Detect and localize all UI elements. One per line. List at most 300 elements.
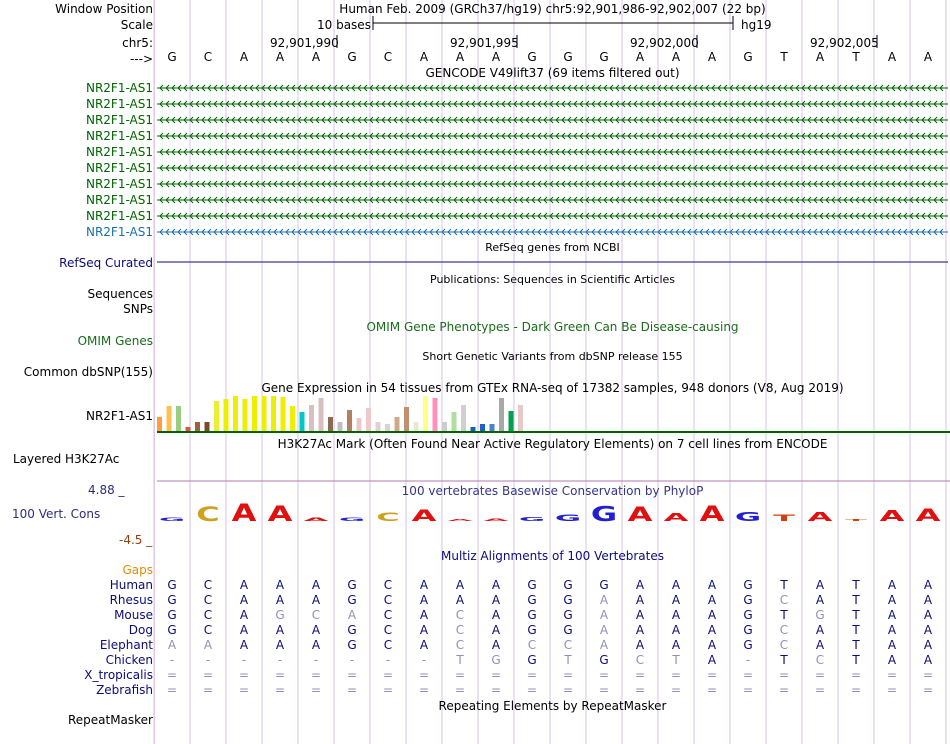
alignment-base: C: [383, 608, 393, 622]
alignment-base: G: [563, 593, 573, 607]
conservation-letter: T: [845, 518, 867, 522]
gtex-bar: [167, 406, 172, 431]
base: G: [347, 50, 357, 64]
alignment-base: C: [779, 638, 789, 652]
alignment-base: =: [598, 668, 610, 682]
alignment-base: A: [491, 578, 501, 592]
chr-label: chr5:: [122, 36, 153, 50]
conservation-letter: A: [879, 507, 905, 525]
gtex-bar: [442, 422, 447, 431]
alignment-base: =: [922, 668, 934, 682]
alignment-base: A: [455, 578, 465, 592]
base: G: [599, 50, 609, 64]
alignment-base: T: [852, 653, 860, 667]
alignment-base: A: [419, 623, 429, 637]
alignment-base: A: [923, 608, 933, 622]
gencode-transcript-label[interactable]: NR2F1-AS1: [85, 177, 153, 191]
alignment-base: C: [383, 593, 393, 607]
alignment-base: A: [923, 638, 933, 652]
scale-db: hg19: [741, 18, 772, 32]
h3k27ac-title[interactable]: H3K27Ac Mark (Often Found Near Active Regulatory Elements) on 7 cell lines from ENCODE: [277, 437, 828, 451]
alignment-base: A: [923, 653, 933, 667]
alignment-base: G: [743, 638, 753, 652]
alignment-base: G: [743, 623, 753, 637]
gtex-bar: [471, 427, 476, 431]
publications-title[interactable]: Publications: Sequences in Scientific Articles: [430, 273, 675, 286]
alignment-base: A: [923, 578, 933, 592]
alignment-base: A: [275, 593, 285, 607]
gtex-bar: [290, 406, 295, 431]
gtex-bar: [357, 418, 362, 431]
base: C: [203, 50, 213, 64]
alignment-base: G: [743, 608, 753, 622]
alignment-base: A: [887, 623, 897, 637]
alignment-base: G: [347, 578, 357, 592]
refseq-label[interactable]: RefSeq Curated: [59, 256, 153, 270]
alignment-base: G: [347, 623, 357, 637]
species-label[interactable]: Zebrafish: [96, 683, 153, 697]
alignment-base: A: [671, 638, 681, 652]
alignment-base: =: [238, 668, 250, 682]
phylop-label[interactable]: 100 Vert. Cons: [12, 507, 101, 521]
coord-label: 92,901,990: [270, 36, 339, 50]
alignment-base: A: [239, 638, 249, 652]
alignment-base: A: [923, 623, 933, 637]
alignment-base: A: [599, 608, 609, 622]
alignment-base: =: [454, 683, 466, 697]
gtex-bar: [480, 424, 485, 431]
conservation-letter: A: [303, 517, 329, 523]
alignment-base: G: [275, 608, 285, 622]
alignment-base: G: [491, 653, 501, 667]
alignment-base: -: [421, 653, 427, 667]
gencode-transcript-label[interactable]: NR2F1-AS1: [85, 129, 153, 143]
alignment-base: A: [491, 593, 501, 607]
scale-label: Scale: [120, 18, 153, 32]
sequences-label[interactable]: Sequences: [87, 287, 153, 301]
alignment-base: C: [779, 593, 789, 607]
alignment-base: -: [277, 653, 283, 667]
gtex-bar: [395, 417, 400, 431]
alignment-base: =: [742, 668, 754, 682]
alignment-base: A: [635, 593, 645, 607]
alignment-base: A: [491, 623, 501, 637]
gtex-bar: [186, 427, 191, 431]
conservation-letter: A: [267, 502, 293, 527]
alignment-base: C: [815, 653, 825, 667]
alignment-base: G: [599, 653, 609, 667]
alignment-base: A: [671, 608, 681, 622]
gtex-bar: [404, 407, 409, 431]
gtex-bar: [414, 422, 419, 431]
alignment-base: C: [635, 653, 645, 667]
dbsnp-title[interactable]: Short Genetic Variants from dbSNP release 155: [422, 350, 683, 363]
base: A: [635, 50, 645, 64]
alignment-base: =: [418, 668, 430, 682]
alignment-base: C: [563, 638, 573, 652]
alignment-base: A: [707, 578, 717, 592]
gtex-bar: [423, 396, 428, 431]
gtex-bar: [385, 424, 390, 431]
alignment-base: =: [310, 683, 322, 697]
alignment-base: =: [490, 683, 502, 697]
base: A: [815, 50, 825, 64]
alignment-base: =: [382, 683, 394, 697]
alignment-base: A: [311, 638, 321, 652]
alignment-base: =: [634, 668, 646, 682]
alignment-base: A: [275, 578, 285, 592]
alignment-base: =: [670, 683, 682, 697]
alignment-base: A: [887, 638, 897, 652]
species-label[interactable]: X_tropicalis: [84, 668, 153, 682]
alignment-base: T: [780, 578, 788, 592]
alignment-base: =: [778, 668, 790, 682]
gtex-bar: [157, 417, 162, 431]
alignment-base: =: [490, 668, 502, 682]
alignment-base: G: [743, 593, 753, 607]
conservation-letter: A: [663, 511, 689, 524]
gencode-transcript-label[interactable]: NR2F1-AS1: [85, 209, 153, 223]
alignment-base: A: [239, 578, 249, 592]
alignment-base: A: [815, 638, 825, 652]
alignment-base: =: [598, 683, 610, 697]
alignment-base: A: [275, 623, 285, 637]
gtex-bar: [433, 398, 438, 431]
alignment-base: A: [203, 638, 213, 652]
base: A: [239, 50, 249, 64]
alignment-base: A: [347, 608, 357, 622]
phylop-max-label: 4.88 _: [88, 483, 125, 497]
alignment-base: G: [527, 608, 537, 622]
alignment-base: A: [239, 608, 249, 622]
alignment-base: G: [527, 653, 537, 667]
gtex-bar: [243, 399, 248, 431]
alignment-base: G: [347, 638, 357, 652]
coord-label: 92,902,005: [810, 36, 879, 50]
conservation-letter: G: [590, 502, 618, 527]
species-label[interactable]: Human: [109, 578, 153, 592]
alignment-base: =: [382, 668, 394, 682]
gencode-transcript-label[interactable]: NR2F1-AS1: [85, 161, 153, 175]
alignment-base: T: [564, 653, 572, 667]
alignment-base: G: [743, 578, 753, 592]
gencode-title[interactable]: GENCODE V49lift37 (69 items filtered out): [425, 66, 680, 80]
alignment-base: =: [202, 668, 214, 682]
omim-label[interactable]: OMIM Genes: [77, 334, 153, 348]
omim-title[interactable]: OMIM Gene Phenotypes - Dark Green Can Be Disease-causing: [366, 320, 739, 334]
alignment-base: -: [169, 653, 175, 667]
gtex-bar: [224, 399, 229, 431]
alignment-base: =: [274, 668, 286, 682]
gtex-bar: [338, 422, 343, 431]
alignment-base: =: [346, 683, 358, 697]
alignment-base: -: [385, 653, 391, 667]
alignment-base: A: [635, 638, 645, 652]
alignment-base: T: [780, 608, 788, 622]
alignment-base: A: [707, 623, 717, 637]
alignment-base: C: [203, 623, 213, 637]
alignment-base: A: [671, 593, 681, 607]
conservation-letter: G: [518, 516, 546, 523]
gencode-transcript-label[interactable]: NR2F1-AS1: [85, 225, 153, 239]
alignment-base: A: [671, 578, 681, 592]
alignment-base: =: [706, 683, 718, 697]
alignment-base: =: [166, 668, 178, 682]
alignment-base: A: [419, 593, 429, 607]
alignment-base: G: [167, 608, 177, 622]
alignment-base: G: [599, 578, 609, 592]
alignment-base: =: [526, 668, 538, 682]
alignment-base: G: [527, 578, 537, 592]
phylop-min-label: -4.5 _: [119, 533, 153, 547]
alignment-base: C: [383, 578, 393, 592]
alignment-base: A: [815, 623, 825, 637]
alignment-base: A: [707, 608, 717, 622]
gtex-bar: [195, 422, 200, 431]
gaps-label[interactable]: Gaps: [122, 563, 153, 577]
conservation-letter: A: [447, 518, 473, 522]
alignment-base: A: [707, 653, 717, 667]
alignment-base: =: [166, 683, 178, 697]
conservation-letter: A: [483, 518, 509, 522]
alignment-base: G: [527, 593, 537, 607]
gtex-bar: [490, 424, 495, 431]
gtex-bar: [262, 396, 267, 431]
alignment-base: A: [311, 578, 321, 592]
conservation-letter: C: [376, 510, 400, 524]
alignment-base: =: [706, 668, 718, 682]
alignment-base: C: [455, 638, 465, 652]
base: A: [275, 50, 285, 64]
gtex-title[interactable]: Gene Expression in 54 tissues from GTEx RNA-seq of 17382 samples, 948 donors (V8, Aug 2019): [261, 381, 844, 395]
species-label[interactable]: Elephant: [99, 638, 153, 652]
alignment-base: C: [203, 593, 213, 607]
alignment-base: T: [852, 608, 860, 622]
alignment-base: A: [707, 593, 717, 607]
species-label[interactable]: Mouse: [114, 608, 153, 622]
alignment-base: A: [815, 578, 825, 592]
alignment-base: -: [313, 653, 319, 667]
alignment-base: =: [886, 683, 898, 697]
alignment-base: A: [239, 593, 249, 607]
alignment-base: T: [852, 578, 860, 592]
alignment-base: T: [852, 593, 860, 607]
alignment-base: =: [562, 668, 574, 682]
alignment-base: G: [167, 623, 177, 637]
alignment-base: =: [310, 668, 322, 682]
multiz-title[interactable]: Multiz Alignments of 100 Vertebrates: [440, 549, 665, 563]
gtex-bar: [205, 422, 210, 431]
base: A: [491, 50, 501, 64]
gtex-label[interactable]: NR2F1-AS1: [85, 409, 153, 423]
alignment-base: -: [745, 653, 751, 667]
alignment-base: C: [779, 623, 789, 637]
alignment-base: A: [599, 593, 609, 607]
alignment-base: =: [238, 683, 250, 697]
alignment-base: =: [526, 683, 538, 697]
gtex-bar: [300, 412, 305, 431]
gtex-bar: [499, 398, 504, 431]
gtex-bar: [176, 406, 181, 431]
alignment-base: A: [887, 608, 897, 622]
dbsnp-label[interactable]: Common dbSNP(155): [23, 365, 153, 379]
alignment-base: =: [634, 683, 646, 697]
conservation-letter: G: [554, 512, 582, 524]
alignment-base: =: [778, 683, 790, 697]
species-label[interactable]: Chicken: [105, 653, 153, 667]
base: G: [527, 50, 537, 64]
conservation-letter: A: [411, 506, 437, 525]
alignment-base: =: [670, 668, 682, 682]
alignment-base: A: [671, 623, 681, 637]
alignment-base: A: [239, 623, 249, 637]
alignment-base: T: [672, 653, 680, 667]
gtex-bar: [461, 405, 466, 431]
alignment-base: T: [852, 623, 860, 637]
base: A: [671, 50, 681, 64]
alignment-base: A: [887, 593, 897, 607]
alignment-base: A: [419, 608, 429, 622]
alignment-base: C: [203, 578, 213, 592]
alignment-base: A: [419, 578, 429, 592]
scale-text: 10 bases: [317, 18, 371, 32]
alignment-base: =: [850, 668, 862, 682]
gencode-transcript-label[interactable]: NR2F1-AS1: [85, 193, 153, 207]
gtex-bar: [509, 411, 514, 431]
gtex-bar: [376, 422, 381, 431]
strand-arrow-label: --->: [129, 52, 153, 66]
refseq-title[interactable]: RefSeq genes from NCBI: [485, 241, 620, 254]
alignment-base: A: [707, 638, 717, 652]
gtex-bar: [347, 410, 352, 431]
conservation-letter: G: [158, 517, 186, 523]
alignment-base: A: [491, 608, 501, 622]
alignment-base: =: [418, 683, 430, 697]
coord-label: 92,901,995: [450, 36, 519, 50]
alignment-base: A: [167, 638, 177, 652]
alignment-base: -: [205, 653, 211, 667]
alignment-base: C: [311, 608, 321, 622]
gencode-transcript-label[interactable]: NR2F1-AS1: [85, 113, 153, 127]
gtex-bar: [328, 417, 333, 431]
alignment-base: A: [635, 608, 645, 622]
snps-label[interactable]: SNPs: [123, 302, 153, 316]
gtex-bar: [319, 398, 324, 431]
alignment-base: -: [241, 653, 247, 667]
window-position-label: Window Position: [55, 2, 153, 16]
base: G: [563, 50, 573, 64]
window-position-value: Human Feb. 2009 (GRCh37/hg19) chr5:92,901,986-92,902,007 (22 bp): [339, 2, 766, 16]
alignment-base: T: [456, 653, 464, 667]
alignment-base: A: [887, 653, 897, 667]
species-label[interactable]: Rhesus: [109, 593, 153, 607]
gencode-transcript-label[interactable]: NR2F1-AS1: [85, 97, 153, 111]
alignment-base: G: [347, 593, 357, 607]
alignment-base: A: [311, 623, 321, 637]
alignment-base: =: [814, 668, 826, 682]
gtex-bar: [252, 396, 257, 431]
base: A: [419, 50, 429, 64]
alignment-base: G: [167, 593, 177, 607]
conservation-letter: G: [338, 517, 366, 523]
base: G: [743, 50, 753, 64]
alignment-base: =: [742, 683, 754, 697]
alignment-base: =: [346, 668, 358, 682]
alignment-base: G: [563, 608, 573, 622]
gtex-bar: [309, 405, 314, 431]
base: A: [455, 50, 465, 64]
alignment-base: G: [815, 608, 825, 622]
species-label[interactable]: Dog: [128, 623, 153, 637]
alignment-base: A: [887, 578, 897, 592]
alignment-base: =: [850, 683, 862, 697]
alignment-base: G: [563, 578, 573, 592]
alignment-base: G: [563, 623, 573, 637]
base: A: [311, 50, 321, 64]
alignment-base: A: [815, 593, 825, 607]
gtex-bar: [271, 396, 276, 431]
conservation-letter: A: [807, 508, 833, 525]
base: A: [887, 50, 897, 64]
alignment-base: C: [383, 623, 393, 637]
base: T: [852, 50, 860, 64]
alignment-base: T: [852, 638, 860, 652]
conservation-letter: A: [231, 499, 257, 527]
conservation-letter: A: [915, 505, 941, 526]
alignment-base: A: [923, 593, 933, 607]
alignment-base: =: [454, 668, 466, 682]
conservation-letter: A: [627, 504, 653, 527]
coord-label: 92,902,000: [630, 36, 699, 50]
gencode-transcript-label[interactable]: NR2F1-AS1: [85, 145, 153, 159]
alignment-base: =: [814, 683, 826, 697]
conservation-letter: C: [196, 504, 220, 527]
gtex-bar: [281, 397, 286, 431]
alignment-base: =: [274, 683, 286, 697]
alignment-base: C: [527, 638, 537, 652]
base: A: [707, 50, 717, 64]
h3k27ac-label[interactable]: Layered H3K27Ac: [13, 452, 120, 466]
alignment-base: G: [527, 623, 537, 637]
alignment-base: A: [599, 638, 609, 652]
phylop-title[interactable]: 100 vertebrates Basewise Conservation by PhyloP: [401, 484, 704, 498]
base: T: [780, 50, 788, 64]
alignment-base: C: [203, 608, 213, 622]
conservation-letter: A: [699, 502, 725, 527]
alignment-base: =: [886, 668, 898, 682]
alignment-base: C: [383, 638, 393, 652]
base: G: [167, 50, 177, 64]
alignment-base: A: [635, 623, 645, 637]
conservation-letter: G: [734, 508, 762, 525]
alignment-base: A: [599, 623, 609, 637]
alignment-base: A: [275, 638, 285, 652]
alignment-base: T: [780, 653, 788, 667]
gtex-bar: [214, 401, 219, 431]
base: A: [923, 50, 933, 64]
gtex-bar: [452, 412, 457, 431]
alignment-base: =: [562, 683, 574, 697]
gtex-bar: [366, 408, 371, 431]
alignment-base: A: [419, 638, 429, 652]
alignment-base: G: [167, 578, 177, 592]
gencode-transcript-label[interactable]: NR2F1-AS1: [85, 81, 153, 95]
base: C: [383, 50, 393, 64]
repeatmasker-title[interactable]: Repeating Elements by RepeatMasker: [438, 699, 667, 713]
conservation-letter: T: [773, 512, 795, 524]
gtex-bar: [518, 405, 523, 431]
repeatmasker-label[interactable]: RepeatMasker: [67, 713, 153, 727]
